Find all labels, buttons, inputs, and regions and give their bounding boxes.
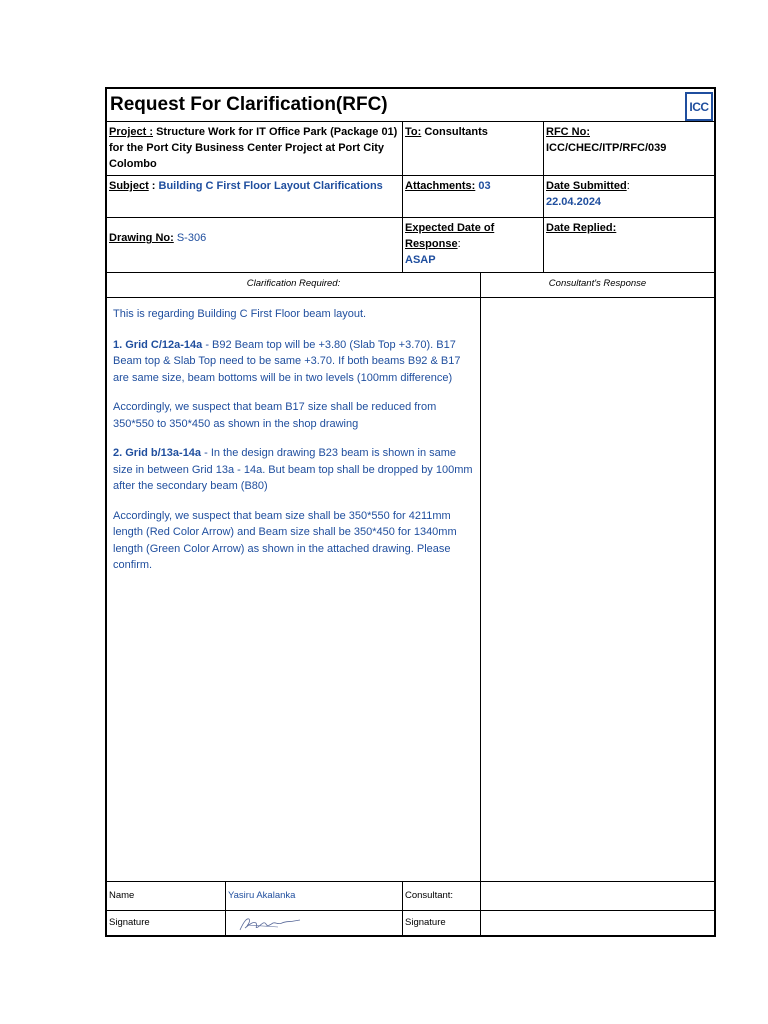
project-cell xyxy=(107,122,403,176)
date-submitted-separator: : xyxy=(626,180,630,192)
date-submitted-value: 22.04.2024 xyxy=(546,196,602,208)
name-label: Name xyxy=(107,882,226,911)
expected-date-label: Expected Date of xyxy=(405,222,495,234)
drawing-no-cell xyxy=(107,218,403,273)
rfc-no-value: ICC/CHEC/ITP/RFC/039 xyxy=(546,142,667,154)
clarification-body xyxy=(107,298,481,882)
attachments-cell xyxy=(403,176,544,218)
item-2-text: - In the design drawing B23 beam is shown in same size in between Grid 13a - 14a. But beam top shall be dropped by 100mm after the secondary beam (B80) xyxy=(113,447,473,492)
response-label: Response xyxy=(405,238,458,250)
logo-text: ICC xyxy=(689,99,709,114)
name-value: Yasiru Akalanka xyxy=(226,882,403,911)
clarification-header: Clarification Required: xyxy=(107,273,481,298)
expected-date-value: ASAP xyxy=(405,254,436,266)
expected-date-separator: : xyxy=(457,238,461,250)
drawing-no-label: Drawing No: xyxy=(109,232,174,244)
title-row xyxy=(107,89,714,122)
rfc-no-label: RFC No: xyxy=(546,126,590,138)
item-1-text: - B92 Beam top will be +3.80 (Slab Top +3.70). B17 Beam top & Slab Top need to be same +3.70. If both beams B92 & B17 are same size, beam bottoms will be in two levels (100mm difference) xyxy=(113,338,461,384)
clarification-intro: This is regarding Building C First Floor beam layout. xyxy=(113,308,367,320)
subject-separator: : xyxy=(148,180,159,192)
drawing-no-value: S-306 xyxy=(176,232,207,244)
clarification-item-2 xyxy=(113,445,474,495)
clarification-item-1 xyxy=(113,337,474,387)
rfc-form xyxy=(105,87,716,937)
clarification-item-2-followup: Accordingly, we suspect that beam size shall be 350*550 for 4211mm length (Red Color Arrow) and Beam size shall be 350*450 for 1340mm length (Green Color Arrow) as shown in the attached drawing. Please confirm. xyxy=(113,509,457,571)
subject-cell xyxy=(107,176,403,218)
project-value: Structure Work for IT Office Park (Package 01) for the Port City Business Center Project at Port City Colombo xyxy=(109,126,398,170)
signature-cell xyxy=(226,911,403,935)
to-cell xyxy=(403,122,544,176)
item-2-heading: 2. Grid b/13a-14a xyxy=(113,447,202,459)
subject-value: Building C First Floor Layout Clarifications xyxy=(158,180,383,192)
rfc-no-cell xyxy=(544,122,714,176)
expected-date-cell xyxy=(403,218,544,273)
to-value: Consultants xyxy=(424,126,488,138)
attachments-label: Attachments: xyxy=(405,180,476,192)
item-1-heading: 1. Grid C/12a-14a xyxy=(113,338,203,351)
consultant-name-value xyxy=(481,882,714,911)
page-title: Request For Clarification(RFC) xyxy=(110,94,388,115)
attachments-value: 03 xyxy=(478,180,491,192)
icc-logo-icon xyxy=(685,92,713,121)
project-label: Project : xyxy=(109,126,154,138)
signature-label: Signature xyxy=(107,911,226,935)
subject-label: Subject xyxy=(109,180,149,192)
clarification-item-1-followup: Accordingly, we suspect that beam B17 size shall be reduced from 350*550 to 350*450 as shown in the shop drawing xyxy=(113,401,437,430)
response-header: Consultant's Response xyxy=(481,273,714,298)
date-submitted-label: Date Submitted xyxy=(546,180,627,192)
consultant-label: Consultant: xyxy=(403,882,481,911)
date-replied-cell xyxy=(544,218,714,273)
date-replied-label: Date Replied: xyxy=(546,222,617,234)
consultant-response-body xyxy=(481,298,714,882)
consultant-signature-label: Signature xyxy=(403,911,481,935)
handwritten-signature-icon xyxy=(238,915,308,933)
to-label: To: xyxy=(405,126,422,138)
date-submitted-cell xyxy=(544,176,714,218)
consultant-signature-cell xyxy=(481,911,714,935)
